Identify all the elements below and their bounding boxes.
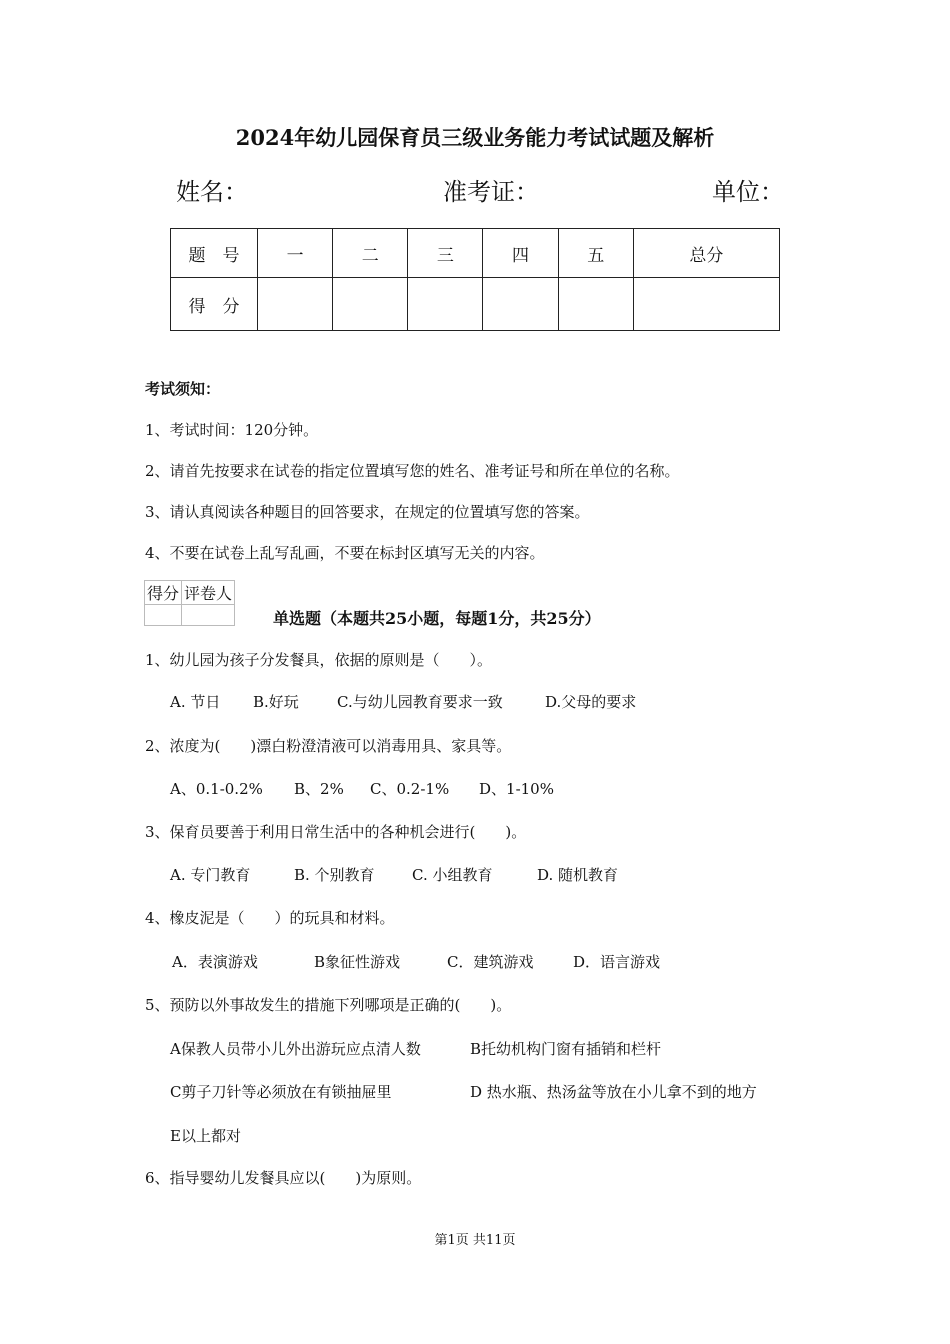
grader-box [144,580,235,626]
score-header-cell: 五 [558,229,633,278]
grader-score-cell [145,605,182,626]
score-header-cell: 二 [333,229,408,278]
score-header-cell: 总分 [633,229,779,278]
score-cell [633,278,779,331]
notice-item: 2、请首先按要求在试卷的指定位置填写您的姓名、准考证号和所在单位的名称。 [145,462,680,480]
question-text: 5、预防以外事故发生的措施下列哪项是正确的( )。 [145,996,512,1014]
score-cell [558,278,633,331]
score-header-cell: 三 [408,229,483,278]
grader-name-cell [182,605,235,626]
question-text: 3、保育员要善于利用日常生活中的各种机会进行( )。 [145,823,527,841]
option: A．表演游戏 [172,953,258,971]
option: B. 个别教育 [294,866,375,884]
page-footer: 第1页 共11页 [434,1233,516,1248]
section-title: 单选题（本题共25小题，每题1分，共25分） [273,609,601,628]
question-text: 1、幼儿园为孩子分发餐具，依据的原则是（ ）。 [145,651,493,669]
option: A. 专门教育 [170,866,251,884]
option: D. 随机教育 [537,866,619,884]
score-cell [258,278,333,331]
option: B、2% [294,780,344,798]
question-text: 6、指导婴幼儿发餐具应以( )为原则。 [145,1169,422,1187]
notice-heading: 考试须知： [145,380,221,398]
option: D.父母的要求 [545,693,637,711]
option: A. 节日 [170,693,221,711]
unit-label: 单位： [712,178,784,206]
grader-name-label: 评卷人 [182,581,235,605]
option: D．语言游戏 [573,953,661,971]
option: A、0.1-0.2% [170,780,263,798]
option: B象征性游戏 [314,953,401,971]
notice-item: 4、不要在试卷上乱写乱画，不要在标封区填写无关的内容。 [145,544,545,562]
option: D、1-10% [479,780,554,798]
score-row-label: 得 分 [171,278,258,331]
option: A保教人员带小儿外出游玩应点清人数 [170,1040,421,1058]
option: B托幼机构门窗有插销和栏杆 [470,1040,662,1058]
score-header-cell: 四 [483,229,558,278]
question-text: 4、橡皮泥是（ ）的玩具和材料。 [145,909,395,927]
option: C.与幼儿园教育要求一致 [337,693,503,711]
question-text: 2、浓度为( )漂白粉澄清液可以消毒用具、家具等。 [145,737,512,755]
score-table-score-row [171,278,780,331]
score-table-header-row [171,229,780,278]
option: C、0.2-1% [370,780,450,798]
score-cell [483,278,558,331]
option: C．建筑游戏 [447,953,534,971]
score-cell [408,278,483,331]
score-header-cell: 一 [258,229,333,278]
score-cell [333,278,408,331]
option: B.好玩 [253,693,299,711]
option: C剪子刀针等必须放在有锁抽屉里 [170,1083,392,1101]
name-label: 姓名： [176,178,248,206]
document-title: 2024年幼儿园保育员三级业务能力考试试题及解析 [235,125,715,150]
option: C. 小组教育 [412,866,493,884]
score-table [170,228,780,331]
ticket-label: 准考证： [443,178,539,206]
grader-score-label: 得分 [145,581,182,605]
option: E以上都对 [170,1127,241,1145]
option: D 热水瓶、热汤盆等放在小儿拿不到的地方 [470,1083,757,1101]
notice-item: 3、请认真阅读各种题目的回答要求，在规定的位置填写您的答案。 [145,503,590,521]
score-header-cell: 题 号 [171,229,258,278]
notice-item: 1、考试时间：120分钟。 [145,421,319,439]
